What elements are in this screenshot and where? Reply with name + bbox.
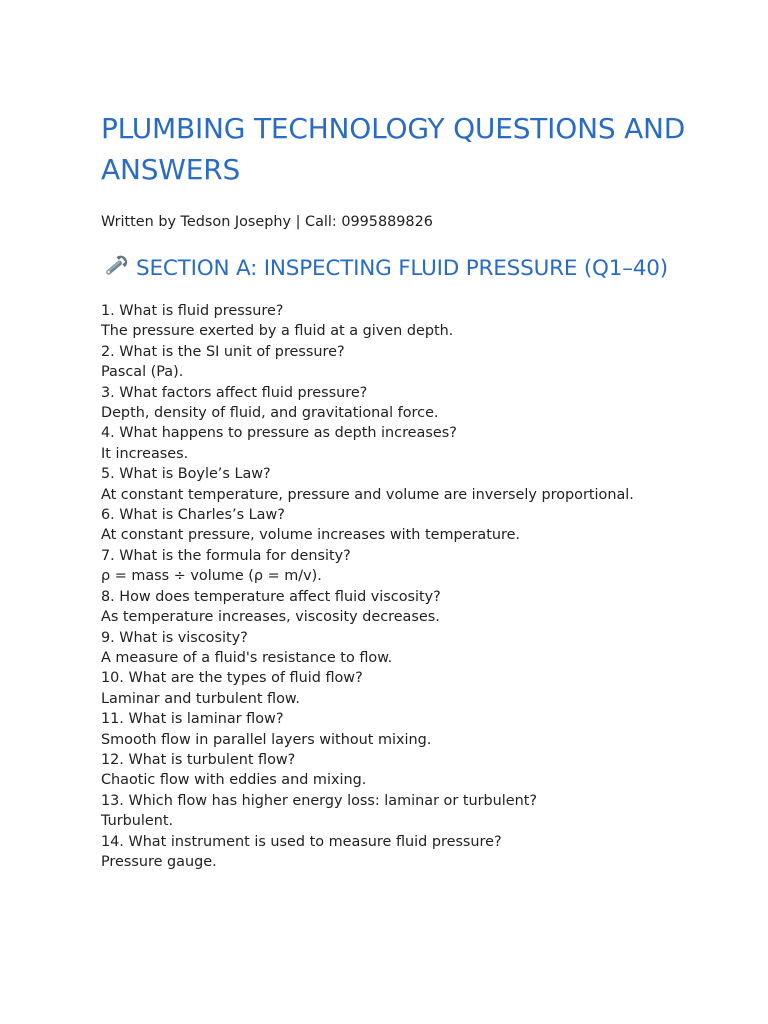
answer-text: A measure of a fluid's resistance to flow. xyxy=(101,649,393,666)
question-text: 6. What is Charles’s Law? xyxy=(101,507,285,524)
answer-text: Laminar and turbulent flow. xyxy=(101,690,300,707)
author-byline: Written by Tedson Josephy | Call: 0995889826 xyxy=(101,214,433,230)
section-a-heading-text: SECTION A: INSPECTING FLUID PRESSURE (Q1–40) xyxy=(136,256,668,281)
qa-list xyxy=(101,301,701,872)
question-text: 12. What is turbulent flow? xyxy=(101,751,296,768)
question-text: 8. How does temperature affect fluid viscosity? xyxy=(101,588,441,605)
qa-item xyxy=(101,423,701,464)
question-text: 1. What is fluid pressure? xyxy=(101,303,284,319)
qa-item xyxy=(101,301,701,342)
question-text: 13. Which flow has higher energy loss: laminar or turbulent? xyxy=(101,792,538,809)
answer-text: Depth, density of fluid, and gravitational force. xyxy=(101,405,439,422)
qa-item xyxy=(101,464,701,505)
question-text: 9. What is viscosity? xyxy=(101,629,248,646)
qa-item xyxy=(101,587,701,628)
question-text: 3. What factors affect fluid pressure? xyxy=(101,384,368,401)
answer-text: Chaotic flow with eddies and mixing. xyxy=(101,772,367,789)
answer-text: The pressure exerted by a fluid at a given depth. xyxy=(101,323,454,340)
qa-item xyxy=(101,342,701,383)
answer-text: At constant pressure, volume increases with temperature. xyxy=(101,527,520,544)
question-text: 4. What happens to pressure as depth increases? xyxy=(101,425,457,442)
answer-text: ρ = mass ÷ volume (ρ = m/v). xyxy=(101,568,322,585)
qa-item xyxy=(101,383,701,424)
document-page xyxy=(101,108,701,872)
answer-text: It increases. xyxy=(101,445,189,462)
qa-item xyxy=(101,628,701,669)
answer-text: At constant temperature, pressure and volume are inversely proportional. xyxy=(101,486,634,503)
qa-item xyxy=(101,750,701,791)
qa-item xyxy=(101,546,701,587)
answer-text: Smooth flow in parallel layers without mixing. xyxy=(101,731,432,748)
question-text: 2. What is the SI unit of pressure? xyxy=(101,343,345,360)
question-text: 10. What are the types of fluid flow? xyxy=(101,670,363,687)
qa-item xyxy=(101,791,701,832)
question-text: 11. What is laminar flow? xyxy=(101,711,284,728)
wrench-icon xyxy=(101,253,131,279)
qa-item xyxy=(101,505,701,546)
qa-item xyxy=(101,668,701,709)
answer-text: As temperature increases, viscosity decreases. xyxy=(101,609,440,626)
question-text: 5. What is Boyle’s Law? xyxy=(101,466,271,483)
section-a-heading xyxy=(101,253,701,284)
answer-text: Pascal (Pa). xyxy=(101,364,184,381)
question-text: 7. What is the formula for density? xyxy=(101,547,351,564)
qa-item xyxy=(101,832,701,873)
answer-text: Pressure gauge. xyxy=(101,853,217,870)
qa-item xyxy=(101,709,701,750)
answer-text: Turbulent. xyxy=(101,813,174,830)
question-text: 14. What instrument is used to measure fluid pressure? xyxy=(101,833,502,850)
document-title: PLUMBING TECHNOLOGY QUESTIONS AND ANSWERS xyxy=(101,112,686,186)
